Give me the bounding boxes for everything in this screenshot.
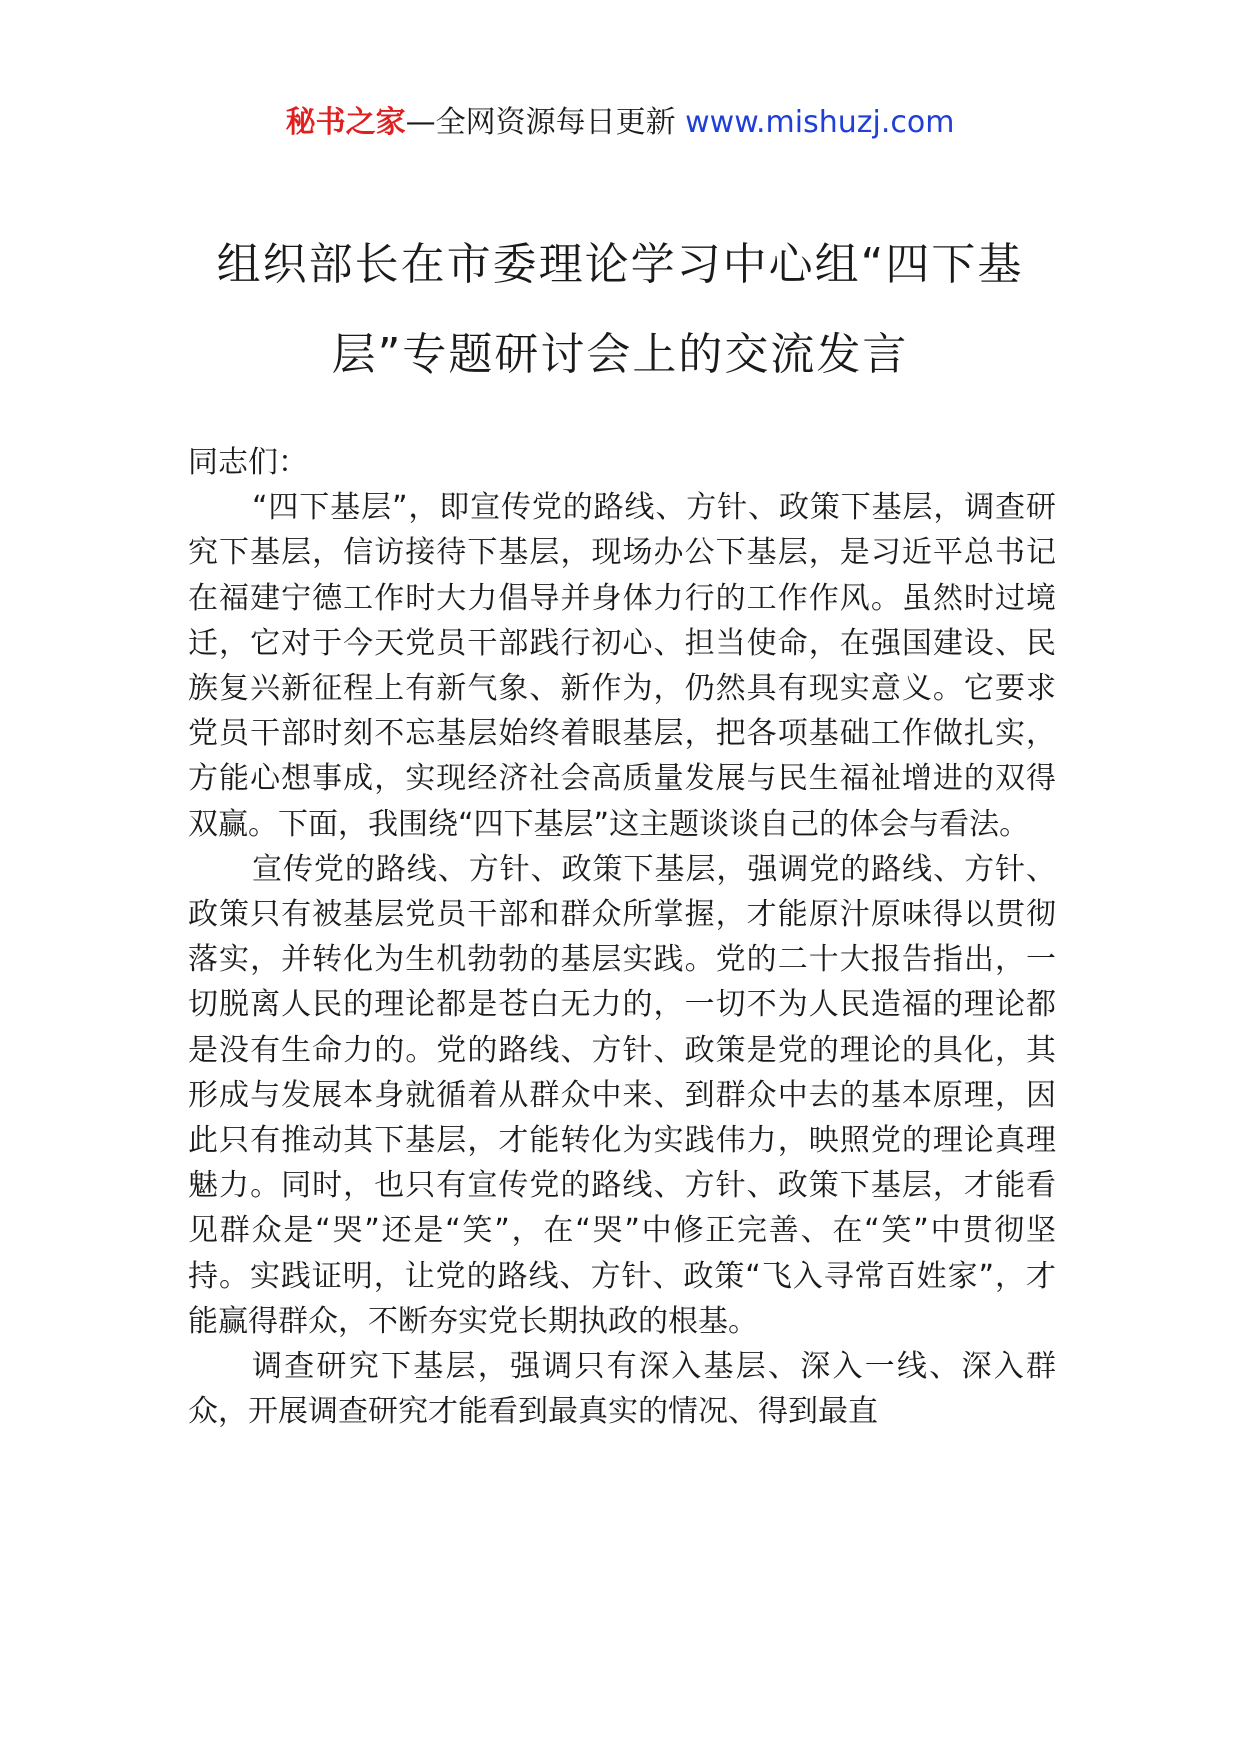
paragraph: 调查研究下基层，强调只有深入基层、深入一线、深入群众，开展调查研究才能看到最真实的情况、得到最直 [188, 1349, 1056, 1430]
banner-tagline: —全网资源每日更新 [405, 105, 686, 140]
document-title [160, 220, 1080, 400]
salutation: 同志们： [188, 445, 308, 480]
brand-name: 秘书之家 [285, 105, 406, 140]
title-line-2: 层”专题研讨会上的交流发言 [331, 329, 909, 380]
site-url-link[interactable]: www.mishuzj.com [685, 105, 955, 140]
title-line-1: 组织部长在市委理论学习中心组“四下基 [216, 239, 1024, 290]
paragraph: 宣传党的路线、方针、政策下基层，强调党的路线、方针、政策只有被基层党员干部和群众所掌握，才能原汁原味得以贯彻落实，并转化为生机勃勃的基层实践。党的二十大报告指出，一切脱离人民的理论都是苍白无力的，一切不为人民造福的理论都是没有生命力的。党的路线、方针、政策是党的理论的具化，其形成与发展本身就循着从群众中来、到群众中去的基本原理，因此只有推动其下基层，才能转化为实践伟力，映照党的理论真理魅力。同时，也只有宣传党的路线、方针、政策下基层，才能看见群众是“哭”还是“笑”，在“哭”中修正完善、在“笑”中贯彻坚持。实践证明，让党的路线、方针、政策“飞入寻常百姓家”，才能赢得群众，不断夯实党长期执政的根基。 [188, 851, 1056, 1339]
document-body [188, 440, 1056, 1434]
paragraph: “四下基层”，即宣传党的路线、方针、政策下基层，调查研究下基层，信访接待下基层，现场办公下基层，是习近平总书记在福建宁德工作时大力倡导并身体力行的工作作风。虽然时过境迁，它对于今天党员干部践行初心、担当使命，在强国建设、民族复兴新征程上有新气象、新作为，仍然具有现实意义。它要求党员干部时刻不忘基层始终着眼基层，把各项基础工作做扎实，方能心想事成，实现经济社会高质量发展与民生福祉增进的双得双赢。下面，我围绕“四下基层”这主题谈谈自己的体会与看法。 [188, 490, 1056, 842]
site-banner [0, 100, 1240, 146]
